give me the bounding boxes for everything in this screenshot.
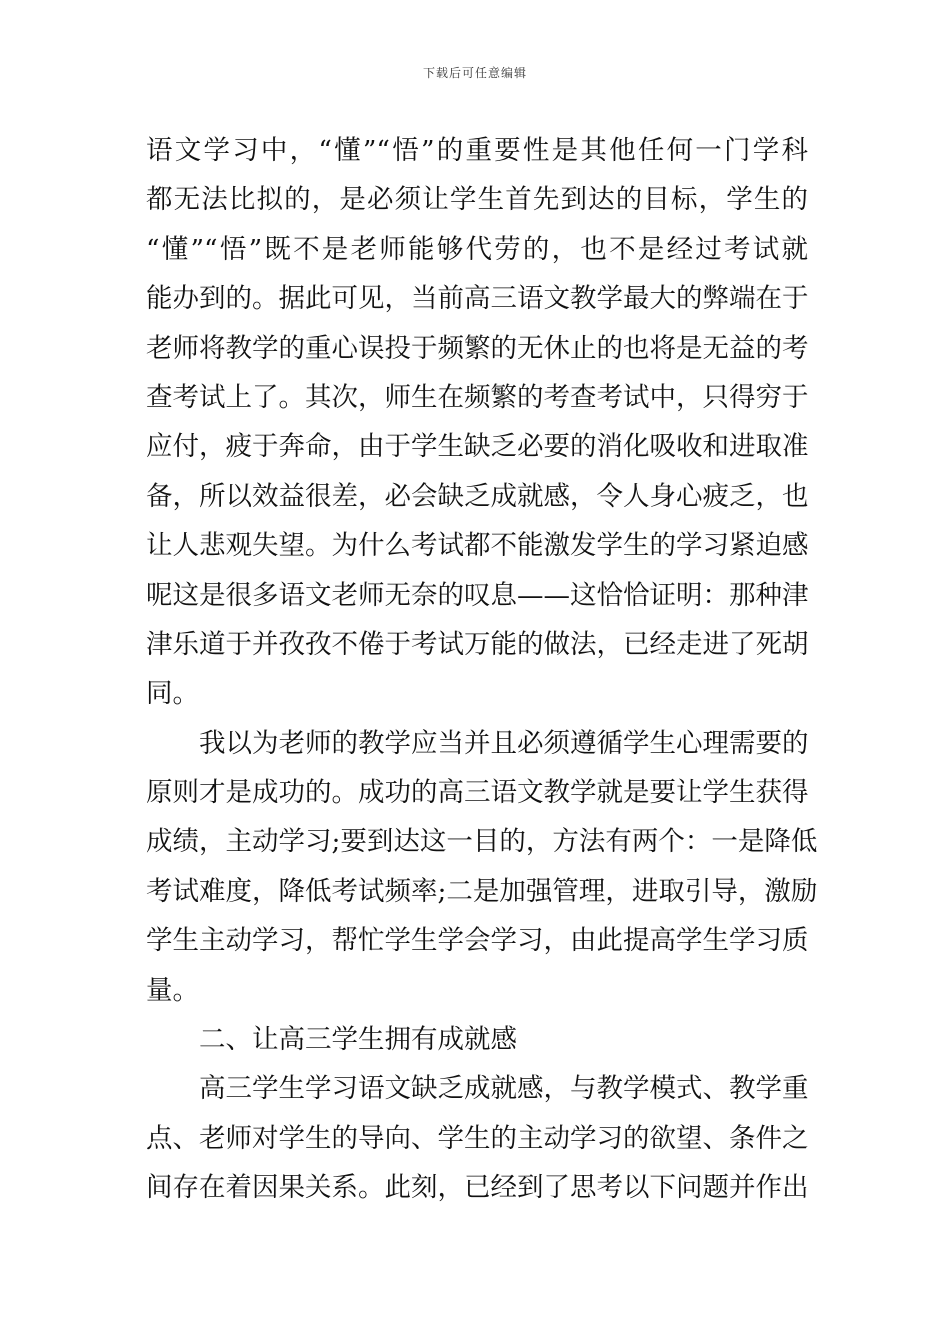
document-body <box>146 126 818 1213</box>
text-line: 成绩，主动学习;要到达这一目的，方法有两个：一是降低 <box>146 826 818 858</box>
paragraph <box>146 719 818 1015</box>
paragraph <box>146 126 808 719</box>
text-line: 考试难度，降低考试频率;二是加强管理，进取引导，激励 <box>146 875 818 907</box>
text-line: 让人悲观失望。为什么考试都不能激发学生的学习紧迫感 <box>146 530 809 562</box>
section-heading <box>146 1015 808 1064</box>
text-line: 高三学生学习语文缺乏成就感，与教学模式、教学重 <box>199 1073 809 1105</box>
text-line: 语文学习中，“懂”“悟”的重要性是其他任何一门学科 <box>146 135 808 166</box>
text-line: 津乐道于并孜孜不倦于考试万能的做法，已经走进了死胡 <box>146 628 809 660</box>
text-line: 都无法比拟的，是必须让学生首先到达的目标，学生的 <box>146 184 808 216</box>
text-line: 二、让高三学生拥有成就感 <box>199 1024 517 1056</box>
text-line: 量。 <box>146 974 199 1006</box>
text-line: 学生主动学习，帮忙学生学会学习，由此提高学生学习质 <box>146 925 809 957</box>
text-line: 老师将教学的重心误投于频繁的无休止的也将是无益的考 <box>146 332 809 364</box>
text-line: 备，所以效益很差，必会缺乏成就感，令人身心疲乏，也 <box>146 480 809 512</box>
text-line: 呢这是很多语文老师无奈的叹息——这恰恰证明：那种津 <box>146 579 809 611</box>
text-line: 原则才是成功的。成功的高三语文教学就是要让学生获得 <box>146 777 809 809</box>
text-line: 间存在着因果关系。此刻，已经到了思考以下问题并作出 <box>146 1172 809 1204</box>
paragraph <box>146 1064 808 1212</box>
text-line: 能办到的。据此可见，当前高三语文教学最大的弊端在于 <box>146 283 809 315</box>
page-header: 下载后可任意编辑 <box>422 66 527 80</box>
text-line: 点、老师对学生的导向、学生的主动学习的欲望、条件之 <box>146 1122 809 1154</box>
text-line: 应付，疲于奔命，由于学生缺乏必要的消化吸收和进取准 <box>146 431 809 463</box>
text-line: 查考试上了。其次，师生在频繁的考查考试中，只得穷于 <box>146 381 809 413</box>
text-line: “懂”“悟”既不是老师能够代劳的，也不是经过考试就 <box>146 233 808 265</box>
text-line: 我以为老师的教学应当并且必须遵循学生心理需要的 <box>199 727 809 759</box>
text-line: 同。 <box>146 678 199 710</box>
